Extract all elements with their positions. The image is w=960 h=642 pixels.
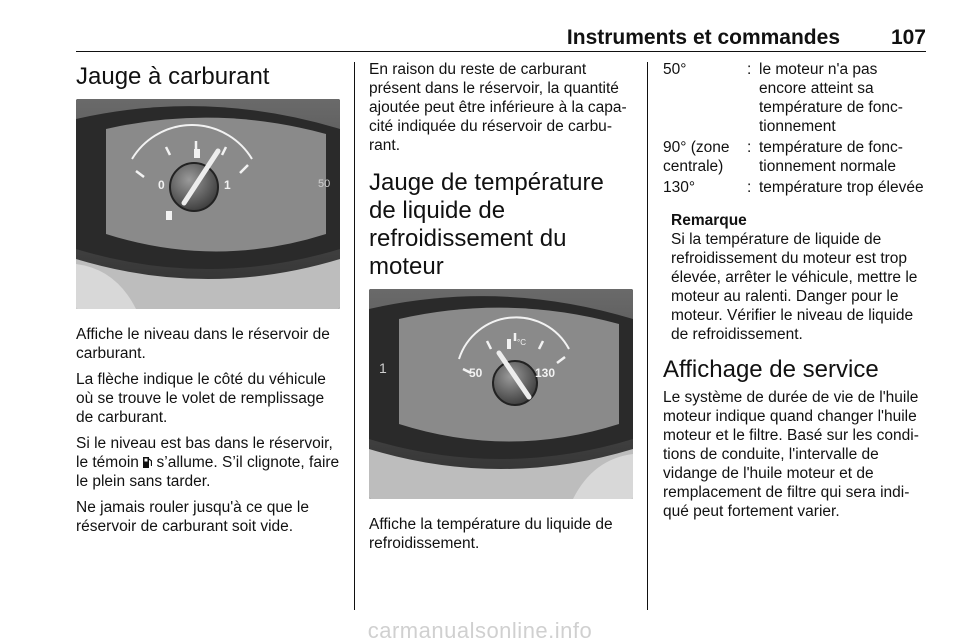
- column-divider: [647, 62, 648, 610]
- remark-title: Remarque: [671, 212, 747, 229]
- fuel-gauge-illustration: [76, 99, 340, 309]
- paragraph: La flèche indique le côté du véhicule où se trouve le volet de remplissage de carburant.: [76, 371, 326, 426]
- column-2: [369, 60, 633, 560]
- fuel-pump-icon: [166, 211, 172, 220]
- fuel-gauge-label-1: 1: [379, 360, 387, 376]
- fuel-gauge-label-1: 1: [224, 178, 231, 192]
- paragraph-part: s’allume. S’il clignote, faire le plein sans tarder.: [76, 454, 340, 490]
- column-divider: [354, 62, 355, 610]
- fuel-pump-icon: [194, 149, 200, 158]
- paragraph: Affiche la température du liquide de refroidissement.: [369, 516, 613, 552]
- remark-body: Si la température de liquide de refroidissement du moteur est trop élevée, arrêter le véhicule, mettre le moteur au ralenti. Danger pour le moteur. Vérifier le niveau de liquide de refroidissement.: [671, 231, 918, 343]
- definition-term: 130°: [663, 179, 696, 196]
- section-heading-service-display: Affichage de service: [663, 356, 879, 383]
- chapter-title: Instruments et commandes: [566, 26, 840, 49]
- definition-term: 90° (zone centrale): [663, 139, 730, 175]
- definition-separator: :: [747, 139, 752, 156]
- header-rule: [76, 51, 926, 52]
- section-heading-fuel-gauge: Jauge à carburant: [76, 63, 270, 90]
- coolant-gauge-label-50: 50: [469, 366, 483, 380]
- paragraph: Le système de durée de vie de l'huile moteur indique quand changer l'huile moteur et le filtre. Basé sur les conditions de conduite, l'intervalle de vidange de l'huile moteur et de remplacement de filtre qui sera indiqué peut fortement varier.: [663, 389, 919, 520]
- fuel-gauge-label-0: 0: [158, 178, 165, 192]
- column-1: [76, 60, 340, 543]
- paragraph: Ne jamais rouler jusqu'à ce que le réservoir de carburant soit vide.: [76, 499, 309, 535]
- thermometer-icon: [507, 339, 511, 349]
- definition-description: température de fonctionnement normale: [759, 139, 903, 175]
- definition-row: [663, 60, 929, 136]
- page-number: 107: [890, 26, 926, 49]
- page-header: [76, 26, 926, 52]
- remark-box: [671, 211, 929, 344]
- definition-term: 50°: [663, 61, 687, 78]
- paragraph-part: Si le niveau est bas dans le réservoir, le témoin: [76, 435, 333, 471]
- coolant-gauge-illustration: [369, 289, 633, 499]
- watermark: carmanualsonline.info: [367, 618, 593, 642]
- definition-description: le moteur n'a pas encore atteint sa température de fonctionnement: [759, 61, 903, 135]
- definition-separator: :: [747, 61, 752, 78]
- fuel-warning-icon: [143, 456, 152, 468]
- paragraph: En raison du reste de carburant présent dans le réservoir, la quantité ajoutée peut être inférieure à la capacité indiquée du réservoir de carburant.: [369, 61, 627, 154]
- fuel-gauge-figure: [76, 99, 340, 309]
- paragraph: [76, 434, 340, 491]
- speedometer-label-50: 50: [318, 178, 331, 190]
- definition-row: [663, 178, 929, 197]
- paragraph: Affiche le niveau dans le réservoir de carburant.: [76, 326, 330, 362]
- column-3: [663, 60, 929, 528]
- definition-row: [663, 138, 929, 176]
- temperature-definition-list: [663, 60, 929, 197]
- section-heading-coolant-gauge: Jauge de température de liquide de refroidissement du moteur: [369, 169, 604, 280]
- definition-description: température trop élevée: [759, 179, 924, 196]
- coolant-gauge-label-130: 130: [535, 366, 556, 380]
- definition-separator: :: [747, 179, 752, 196]
- coolant-gauge-unit: °C: [517, 338, 526, 347]
- coolant-gauge-figure: [369, 289, 633, 499]
